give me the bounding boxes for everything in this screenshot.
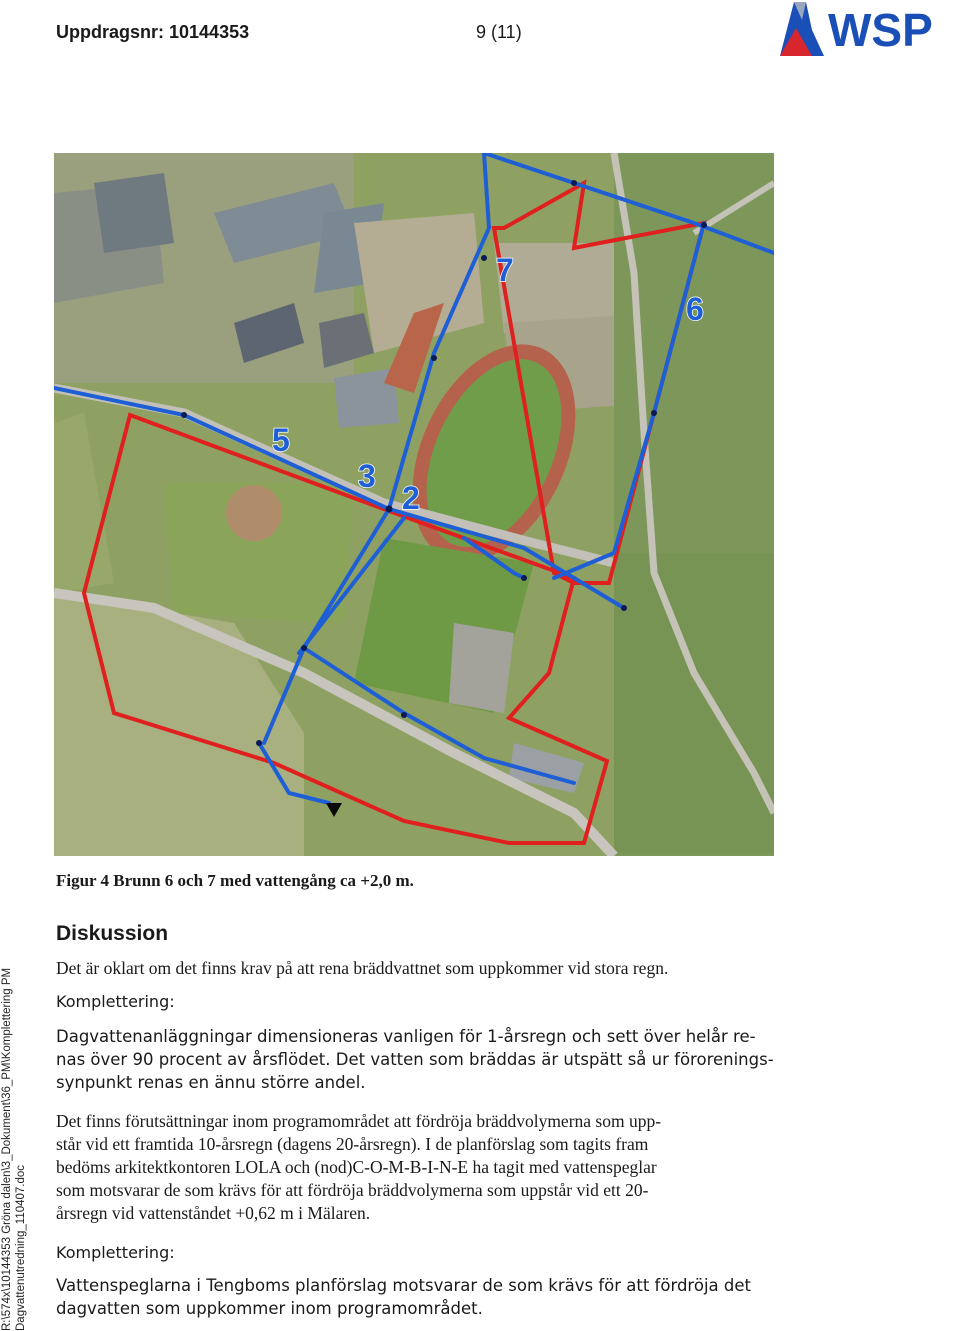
project-label: Uppdragsnr:: [56, 22, 164, 42]
text-line: Det finns förutsättningar inom programområdet att fördröja bräddvolymerna som upp-: [56, 1111, 662, 1131]
parking-lot: [449, 623, 514, 713]
label-well-5: 5: [272, 422, 290, 458]
label-well-7: 7: [496, 252, 514, 288]
manhole: [651, 410, 657, 416]
project-number: 10144353: [169, 22, 250, 42]
document-path-line2: Dagvattenutredning_110407.doc: [15, 1164, 27, 1331]
aerial-map-figure: [54, 153, 774, 856]
paragraph-4: [56, 1274, 766, 1320]
text-line: Vattenspeglarna i Tengboms planförslag motsvarar de som krävs för att fördröja det: [56, 1276, 751, 1295]
text-line: synpunkt renas en ännu större andel.: [56, 1073, 366, 1092]
text-line: Det är oklart om det finns krav på att rena bräddvattnet som uppkommer vid stora regn.: [56, 958, 669, 978]
text-line: som motsvarar de som krävs för att fördröja bräddvolymerna som uppstår vid ett 20-: [56, 1180, 649, 1200]
label-well-6: 6: [686, 291, 704, 327]
label-well-2: 2: [402, 480, 420, 516]
label-well-3: 3: [358, 458, 376, 494]
page-header: [56, 22, 522, 43]
text-line: årsregn vid vattenståndet +0,62 m i Mälaren.: [56, 1203, 371, 1223]
logo-text: WSP: [828, 4, 933, 56]
manhole: [481, 255, 487, 261]
residential-area: [614, 553, 774, 853]
figure-caption: Figur 4 Brunn 6 och 7 med vattengång ca +2,0 m.: [56, 871, 414, 890]
text-line: bedöms arkitektkontoren LOLA och (nod)C-O-M-B-I-N-E ha tagit med vattenspeglar: [56, 1157, 657, 1177]
manhole: [181, 412, 187, 418]
page-indicator: 9 (11): [476, 22, 522, 42]
manhole: [431, 355, 437, 361]
aerial-map: [54, 153, 774, 856]
text-line: nas över 90 procent av årsflödet. Det vatten som bräddas är utspätt så ur förorenings-: [56, 1050, 774, 1069]
document-path-line1: R:\574x\10144353 Gröna dalen\3_Dokument\36_PM\Komplettering PM: [1, 967, 13, 1331]
text-line: dagvatten som uppkommer inom programområdet.: [56, 1299, 483, 1318]
baseball-diamond: [226, 485, 282, 541]
manhole: [701, 222, 707, 228]
paragraph-1: [56, 957, 766, 980]
manhole: [401, 712, 407, 718]
text-line: Dagvattenanläggningar dimensioneras vanligen för 1-årsregn och sett över helår re-: [56, 1027, 756, 1046]
paragraph-2: [56, 1025, 774, 1094]
manhole: [301, 645, 307, 651]
manhole: [521, 575, 527, 581]
roof-building: [94, 173, 174, 253]
document-path: [0, 968, 28, 1331]
text-line: står vid ett framtida 10-årsregn (dagens 20-årsregn). I de planförslag som tagits fram: [56, 1134, 649, 1154]
paragraph-3: [56, 1110, 766, 1225]
manhole: [386, 506, 393, 513]
manhole: [571, 180, 577, 186]
manhole: [621, 605, 627, 611]
komplettering-label-2: Komplettering:: [56, 1243, 175, 1262]
komplettering-label-1: Komplettering:: [56, 992, 175, 1011]
section-heading: Diskussion: [56, 922, 169, 945]
manhole: [256, 740, 262, 746]
wsp-logo: [772, 0, 960, 62]
